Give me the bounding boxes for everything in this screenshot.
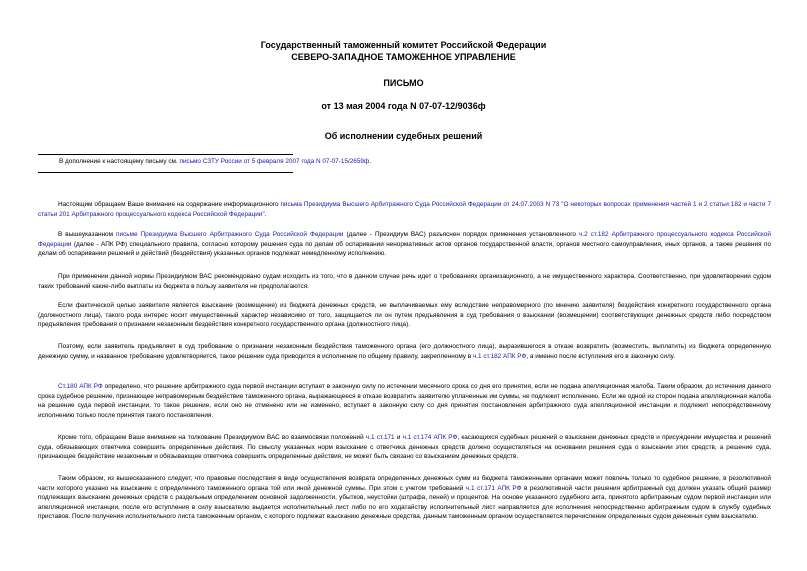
issuer-committee: Государственный таможенный комитет Российской Федерации (260, 40, 547, 50)
p2-text-3: (далее - АПК РФ) специального правила, согласно которому решения суда по делам об оспаривании ненормативных актов органов государственной власти, органов местного самоуправления, иных органов, а также решения по делам об оспаривании решений и действий (бездействия) указанных органов подлежат немедленному исполнению. (38, 240, 771, 257)
p2-text-2: (далее - Президиум ВАС) разъяснен порядок применения установленного (343, 231, 579, 238)
document-date-number: от 13 мая 2004 года N 07-07-12/9036ф (321, 101, 486, 111)
paragraph-3 (38, 272, 771, 291)
note-bottom-divider (38, 172, 293, 173)
paragraph-1 (38, 200, 771, 219)
p4-text-1: Если фактической целью заявителя является взыскание (возмещение) из бюджета денежных средств, не выплачиваемых ему вследствие неправомерного (по мнению заявителя) бездействия конкретного государственного органа (должностного лица), такого рода интерес носит имущественный характер независимо от того, защищается ли он путем предъявления в суд требования о взыскании (возмещении) соответствующих денежных средств либо посредством предъявления требования о признании незаконным бездействия конкретного государственного органа (должностного лица). (38, 302, 771, 328)
p8-text-2: в резолютивной части решения арбитражный суд должен указать общий размер подлежащих взысканию денежных средств с раздельным определением основной задолженности, убытков, неустойки (штрафа, пеней) и процентов. На основе указанного судебного акта, принятого арбитражным судом первой инстанции или апелляционной инстанции, после его вступления в силу взыскателю выдается исполнительный лист либо по его ходатайству исполнительный лист направляется для исполнения непосредственно арбитражным судом в службу судебных приставов. После получения исполнительного листа таможенным органом, с которого подлежат взысканию денежные средства, данным таможенным органом осуществляется перечисление определенных судом денежных сумм взыскателю. (38, 484, 771, 520)
p7-text-2: и (394, 434, 403, 441)
p7-link-apk-171-1[interactable]: ч.1 ст.171 (365, 434, 395, 441)
note-link[interactable]: письмо СЗТУ России от 5 февраля 2007 года N 07-07-15/2659ф (179, 158, 370, 165)
paragraph-8 (38, 474, 771, 522)
note-top-divider (38, 154, 293, 155)
issuer-department: СЕВЕРО-ЗАПАДНОЕ ТАМОЖЕННОЕ УПРАВЛЕНИЕ (291, 52, 516, 62)
paragraph-2 (38, 230, 771, 259)
p3-text-1: При применении данной нормы Президиумом ВАС рекомендовано судам исходить из того, что в данном случае речь идет о требованиях организационного, а не имущественного характера. Соответственно, при удовлетворении судом таких требований какие-либо выплаты из бюджета в пользу заявителя не предполагаются. (38, 273, 771, 290)
p7-link-apk-174-1[interactable]: ч.1 ст.174 АПК РФ (402, 434, 458, 441)
p1-link-vas-letter-73[interactable]: письма Президиума Высшего Арбитражного Суда Российской Федерации от 24.07.2003 N 73 "О некоторых вопросах применения частей 1 и 2 статьи 182 и части 7 статьи 201 Арбитражного процессуального кодекса Российской Федерации" (38, 201, 772, 218)
p7-text-1: Кроме того, обращаем Ваше внимание на толкование Президиумом ВАС во взаимосвязи положений (58, 434, 366, 441)
paragraph-6 (38, 382, 771, 420)
p1-text-1: Настоящим обращаем Ваше внимание на содержание информационного (58, 201, 281, 208)
p8-text-1: Таким образом, из вышесказанного следует, что правовые последствия в виде осуществления возврата определенных денежных сумм из бюджета таможенными органами может повлечь только то судебное решение, в резолютивной части которого указано на взыскание с определенного таможенного органа той или иной денежной суммы. При этом с учетом требований (38, 475, 771, 492)
p6-text-1: определено, что решение арбитражного суда первой инстанции вступает в законную силу по истечении месячного срока со дня его принятия, если не подана апелляционная жалоба. Таким образом, до истечения данного срока судебное решение, признающее неправомерным бездействие таможенного органа, выражающееся в отказе возвратить заявителю уплаченные им суммы, не подлежит исполнению. Если же одной из сторон подана апелляционная жалоба на решение суда первой инстанции, то такое решение, если оно не отменено или не изменено, вступает в законную силу со дня принятия постановления арбитражного суда апелляционной инстанции и подлежит непосредственному исполнению только после принятия такого постановления. (38, 383, 771, 419)
paragraph-4 (38, 301, 771, 330)
p1-text-2: . (264, 210, 267, 218)
paragraph-5 (38, 342, 771, 361)
note-suffix: . (369, 158, 371, 165)
p7-text-3: , касающихся судебных решений о взыскании денежных средств и присуждении имущества и решений суда, обязывающих ответчика совершить определенные действия. По смыслу указанных норм взыскание с ответчика денежных средств должно осуществляться на основании решения суда о взыскании этих средств, а решение суда, признающее бездействие незаконным и обязывающее ответчика совершить определенные действия, не может быть связано со взысканием денежных средств. (38, 434, 771, 460)
p8-link-apk-171-1[interactable]: ч.1 ст.171 АПК РФ (465, 484, 522, 492)
document-type: ПИСЬМО (383, 78, 424, 88)
p5-text-1: Поэтому, если заявитель предъявляет в суд требование о признании незаконным бездействия таможенного органа (его должностного лица), выразившегося в отказе возвратить (возместить, выплатить) из бюджета определенную денежную сумму, и названное требование удовлетворяется, такое решение суда приводится в исполнение по общему правилу, закрепленному в (38, 343, 771, 360)
editorial-note (59, 158, 371, 166)
document-subject: Об исполнении судебных решений (324, 131, 483, 141)
paragraph-7 (38, 433, 771, 462)
p5-text-2: , а именно после вступления его в законную силу. (526, 352, 676, 360)
note-prefix: В дополнение к настоящему письму см. (59, 158, 178, 165)
p5-link-apk-182-1[interactable]: ч.1 ст.182 АПК РФ (472, 352, 527, 360)
p2-link-vas-letter[interactable]: письме Президиума Высшего Арбитражного Суда Российской Федерации (116, 231, 344, 238)
p2-link-apk-182-2[interactable]: ч.2 ст.182 Арбитражного процессуального кодекса Российской Федерации (38, 231, 771, 248)
p6-link-apk-180[interactable]: Ст.180 АПК РФ (58, 383, 103, 390)
p2-text-1: В вышеуказанном (58, 231, 117, 238)
